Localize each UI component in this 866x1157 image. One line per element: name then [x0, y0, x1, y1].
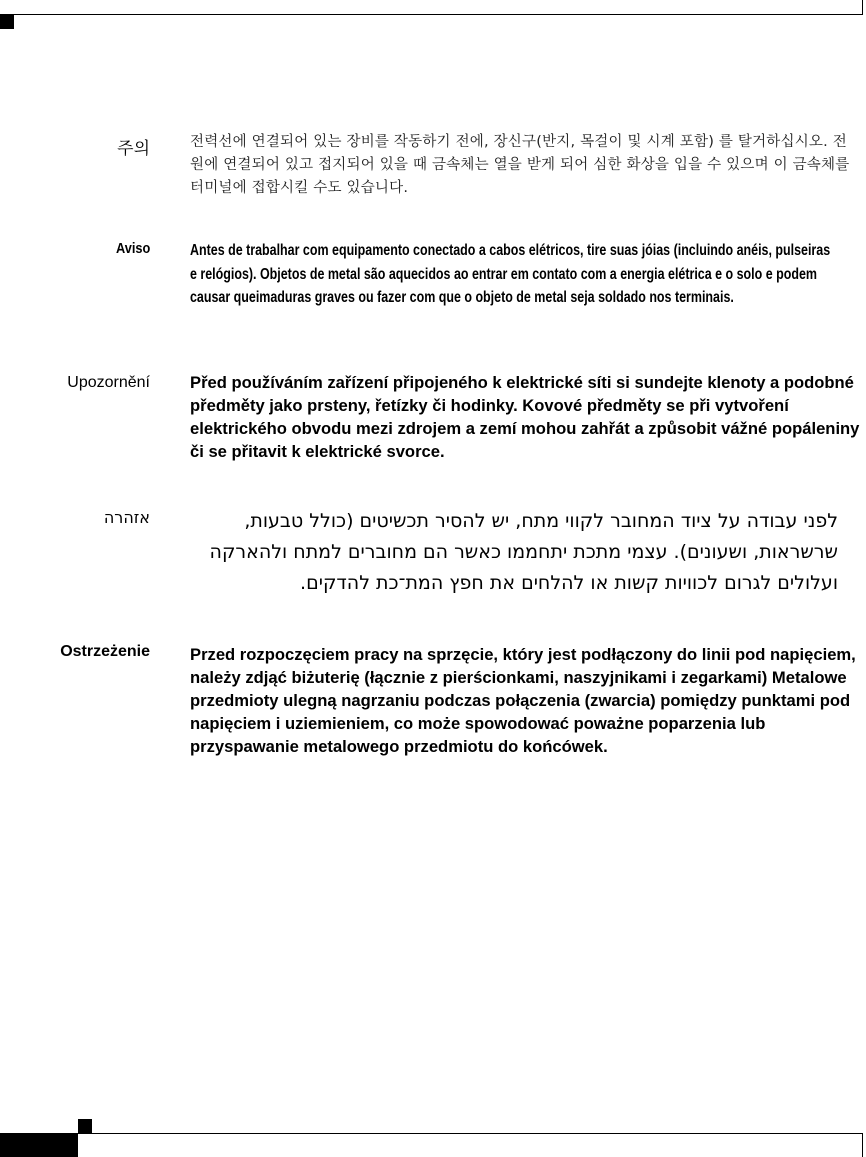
warning-text-polish: Przed rozpoczęciem pracy na sprzęcie, który jest podłączony do linii pod napięciem, należy zdjąć biżuterię (łącznie z pierścionkami, naszyjnikami i zegarkami) Metalowe przedmioty ulegną nagrzaniu podczas połączenia (zwarcia) pomiędzy punktami pod napięciem i uziemieniem, co może spowodować poważne poparzenia lub przyspawanie metalowego przedmiotu do końcówek.	[190, 645, 856, 756]
warning-label-polish: Ostrzeżenie	[60, 643, 150, 660]
footer-marker	[78, 1119, 92, 1133]
footer-rule	[0, 1133, 863, 1134]
footer-corner-tick	[862, 1134, 863, 1157]
warning-label-korean: 주의	[117, 139, 150, 158]
warning-text-portuguese: Antes de trabalhar com equipamento conectado a cabos elétricos, tire suas jóias (incluindo anéis, pulseiras e relógios). Objetos de metal são aquecidos ao entrar em contato com a energia elétrica e o solo e podem causar queimaduras graves ou fazer com que o objeto de metal seja soldado nos terminais.	[190, 242, 831, 306]
warning-text-korean: 전력선에 연결되어 있는 장비를 작동하기 전에, 장신구(반지, 목걸이 및 시계 포함) 를 탈거하십시오. 전원에 연결되어 있고 접지되어 있을 때 금속체는 열을 받게 되어 심한 화상을 입을 수 있으며 이 금속체를 터미널에 접합시킬 수도 있습니다.	[190, 134, 850, 196]
warning-label-czech: Upozornění	[67, 374, 150, 391]
warning-text-czech: Před používáním zařízení připojeného k elektrické síti si sundejte klenoty a podobné předměty jako prsteny, řetízky či hodinky. Kovové předměty se při vytvoření elektrického obvodu mezi zdrojem a zemí mohou zahřát a způsobit vážné popáleniny či se přitavit k elektrické svorce.	[190, 373, 860, 461]
warning-text-hebrew: לפני עבודה על ציוד המחובר לקווי מתח, יש להסיר תכשיטים (כולל טבעות, שרשראות, ושעונים). עצמי מתכת יתחממו כאשר הם מחוברים למתח ולהארקה ועלולים לגרום לכוויות קשות או להלחים את חפץ המת־כת להדקים.	[209, 510, 838, 594]
footer-tab	[0, 1134, 78, 1157]
header-marker	[0, 15, 14, 29]
header-corner-tick	[862, 0, 863, 15]
header-rule	[0, 14, 863, 15]
warning-label-portuguese: Aviso	[115, 240, 150, 257]
warning-label-hebrew: אזהרה	[103, 508, 150, 527]
